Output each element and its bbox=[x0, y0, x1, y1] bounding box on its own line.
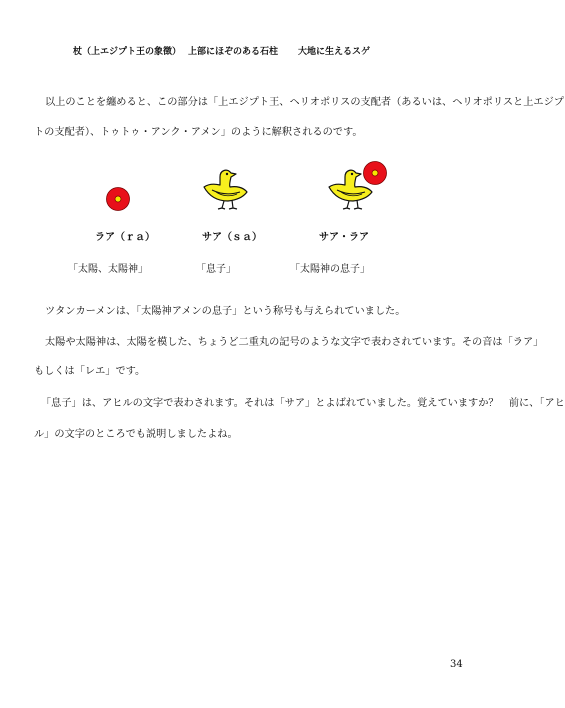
paragraph-2-line-1: 太陽や太陽神は、太陽を模した、ちょうど二重丸の記号のような文字で表わされています。その音は「ラア」 bbox=[45, 337, 544, 348]
hieroglyph-label-ra: ラア（ｒａ） bbox=[95, 232, 155, 243]
page-number: 34 bbox=[450, 659, 463, 670]
paragraph-3-line-2: ル」の文字のところでも説明しましたよね。 bbox=[34, 429, 238, 440]
sun-disk-icon bbox=[105, 186, 131, 212]
paragraph-2-line-2: もしくは「レエ」です。 bbox=[34, 366, 146, 377]
hieroglyph-gloss-sun: 「太陽、太陽神」 bbox=[68, 264, 148, 275]
caption-pillar: 上部にほぞのある石柱 bbox=[188, 47, 279, 57]
hieroglyph-gloss-son-of-sun: 「太陽神の息子」 bbox=[290, 264, 370, 275]
paragraph-3-line-1: 「息子」は、アヒルの文字で表わされます。それは「サア」とよばれていました。覚えていますか？ 前に、「アヒ bbox=[41, 398, 565, 409]
hieroglyph-gloss-son: 「息子」 bbox=[196, 264, 236, 275]
sun-disk-icon bbox=[362, 160, 388, 186]
caption-staff: 杖（上エジプト王の象徴） bbox=[73, 47, 182, 57]
hieroglyph-label-sa: サア（ｓａ） bbox=[202, 232, 262, 243]
duck-icon bbox=[200, 163, 250, 211]
caption-sedge: 大地に生えるスゲ bbox=[298, 47, 371, 57]
paragraph-1: ツタンカーメンは、「太陽神アメンの息子」という称号も与えられていました。 bbox=[45, 306, 406, 317]
intro-line-2: トの支配者）、トゥトゥ・アンク・アメン」のように解釈されるのです。 bbox=[34, 127, 363, 138]
hieroglyph-label-sa-ra: サア・ラア bbox=[319, 232, 369, 243]
intro-line-1: 以上のことを纏めると、この部分は「上エジプト王、ヘリオポリスの支配者（あるいは、ヘリオポリスと上エジプ bbox=[45, 97, 564, 108]
